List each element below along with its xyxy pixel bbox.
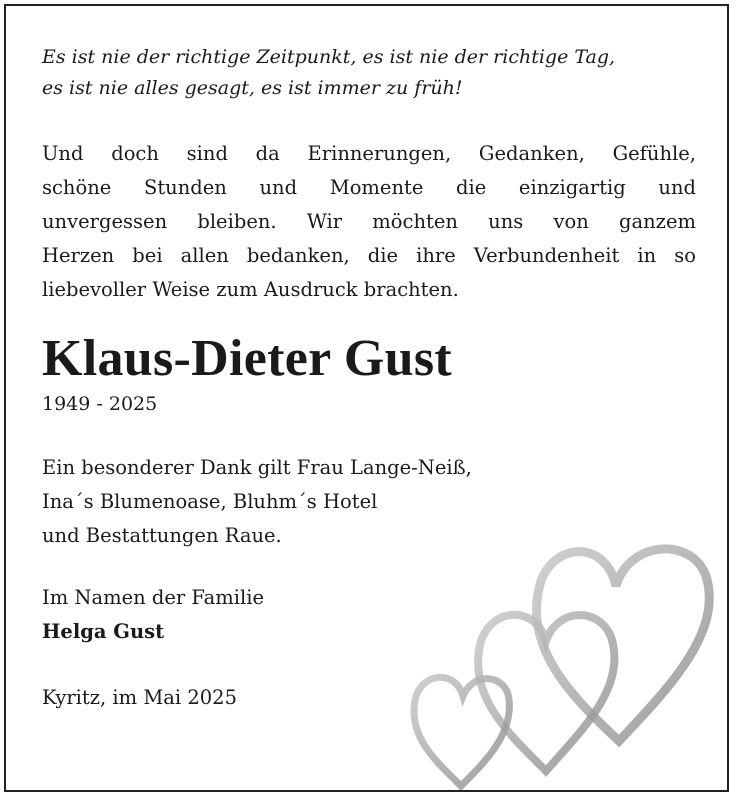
obituary-content [42,42,696,715]
family-intro: Im Namen der Familie [42,586,264,609]
intro-line: unvergessen bleiben. Wir möchten uns von ganzem [42,210,696,233]
thanks-line: und Bestattungen Raue. [42,524,282,547]
thanks-line: Ina´s Blumenoase, Bluhm´s Hotel [42,490,378,513]
family-signature [42,581,696,649]
life-years: 1949 - 2025 [42,393,158,415]
intro-line: schöne Stunden und Momente die einzigartig und [42,176,696,199]
obituary-frame [4,4,729,792]
signatory-name: Helga Gust [42,620,165,643]
intro-line: liebevoller Weise zum Ausdruck brachten. [42,278,459,301]
thanks-line: Ein besonderer Dank gilt Frau Lange-Neiß, [42,456,472,479]
quote [42,42,696,104]
place-date: Kyritz, im Mai 2025 [42,686,237,709]
intro-text [42,137,696,307]
intro-line: Und doch sind da Erinnerungen, Gedanken, Gefühle, [42,142,696,165]
quote-line: Es ist nie der richtige Zeitpunkt, es ist nie der richtige Tag, [42,46,616,68]
quote-line: es ist nie alles gesagt, es ist immer zu früh! [42,77,463,99]
deceased-name: Klaus-Dieter Gust [42,330,453,387]
thanks-text [42,451,696,553]
intro-line: Herzen bei allen bedanken, die ihre Verbundenheit in so [42,244,696,267]
